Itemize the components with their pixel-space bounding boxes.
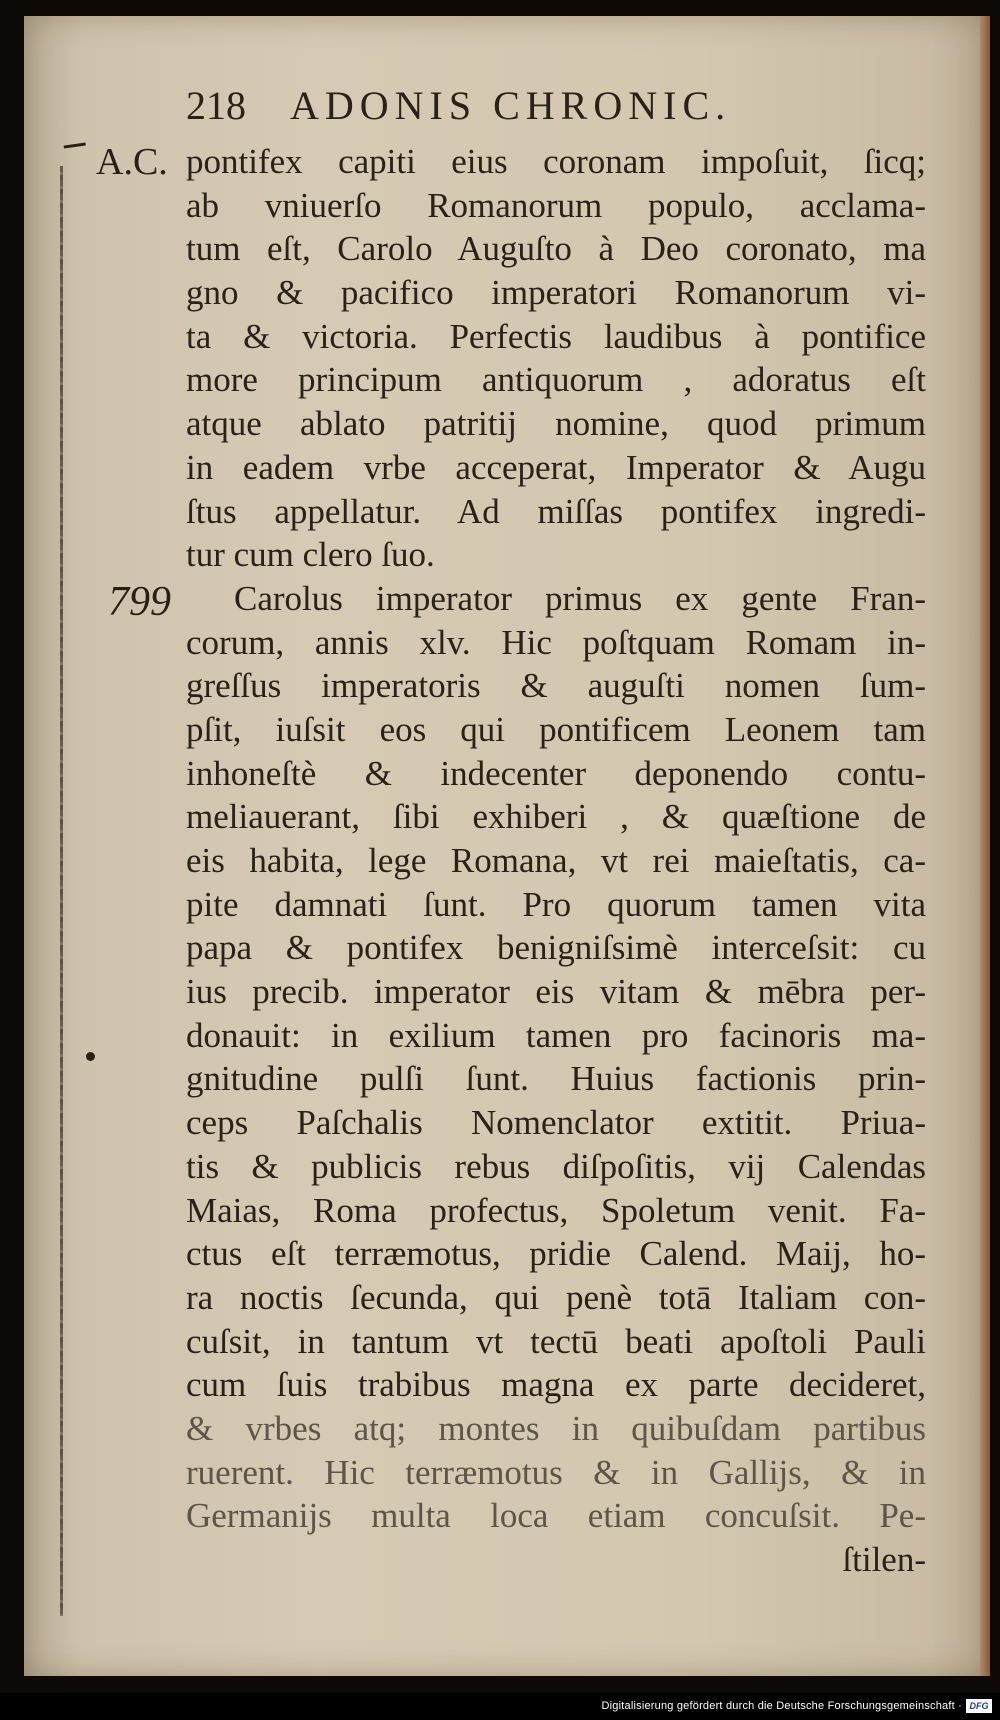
- text-line: Germanijs multa loca etiam concuſsit. Pe-: [186, 1496, 926, 1536]
- text-line: inhoneſtè & indecenter deponendo contu-: [186, 753, 926, 793]
- text-line: Maias, Roma profectus, Spoletum venit. Fa-: [186, 1190, 926, 1230]
- text-line: corum, annis xlv. Hic poſtquam Romam in-: [186, 622, 926, 662]
- text-line: eis habita, lege Romana, vt rei maieſtatis, ca-: [186, 841, 926, 880]
- catchword: ſtilen-: [842, 1540, 926, 1579]
- text-line: pſit, iuſsit eos qui pontificem Leonem tam: [186, 709, 926, 749]
- text-line: ruerent. Hic terræmotus & in Gallijs, & in: [186, 1452, 926, 1492]
- text-line: ra noctis ſecunda, qui penè totā Italiam con-: [186, 1277, 926, 1317]
- text-line: & vrbes atq; montes in quibuſdam partibus: [186, 1408, 926, 1448]
- margin-rule: [60, 166, 63, 1616]
- funding-credit: Digitalisierung gefördert durch die Deutsche Forschungsgemeinschaft ·: [601, 1700, 962, 1712]
- text-line: ab vniuerſo Romanorum populo, acclama-: [186, 185, 926, 225]
- text-line: ta & victoria. Perfectis laudibus à pontifice: [186, 316, 926, 356]
- running-title: ADONIS CHRONIC.: [290, 83, 732, 128]
- text-line: pontifex capiti eius coronam impoſuit, ſicq;: [186, 142, 926, 181]
- dfg-logo-icon: DFG: [966, 1699, 992, 1713]
- page-edge: [980, 16, 990, 1676]
- text-line: ſtus appellatur. Ad miſſas pontifex ingredi-: [186, 491, 926, 531]
- text-line: tur cum clero ſuo.: [186, 535, 435, 575]
- text-line: Carolus imperator primus ex gente Fran-: [234, 578, 926, 618]
- text-line: in eadem vrbe acceperat, Imperator & Augu: [186, 447, 926, 487]
- text-line: atque ablato patritij nomine, quod primum: [186, 404, 926, 444]
- text-line: tum eſt, Carolo Auguſto à Deo coronato, ma: [186, 229, 926, 269]
- text-line: pite damnati ſunt. Pro quorum tamen vita: [186, 884, 926, 924]
- text-line: gnitudine pulſi ſunt. Huius factionis prin-: [186, 1059, 926, 1099]
- text-line: gno & pacifico imperatori Romanorum vi-: [186, 273, 926, 313]
- text-line: ceps Paſchalis Nomenclator extitit. Priua-: [186, 1103, 926, 1143]
- text-line: cum ſuis trabibus magna ex parte decideret,: [186, 1365, 926, 1405]
- text-line: tis & publicis rebus diſpoſitis, vij Calendas: [186, 1146, 926, 1186]
- page-number: 218: [186, 83, 246, 128]
- margin-year: 799: [108, 579, 171, 625]
- text-line: donauit: in exilium tamen pro facinoris ma-: [186, 1015, 926, 1055]
- running-head: [150, 80, 950, 132]
- text-line: papa & pontifex benigniſsimè interceſsit: cu: [186, 928, 926, 968]
- text-line: meliauerant, ſibi exhiberi , & quæſtione de: [186, 797, 926, 837]
- margin-label-ac: A.C.: [96, 141, 168, 183]
- text-line: ctus eſt terræmotus, pridie Calend. Maij, ho-: [186, 1234, 926, 1274]
- margin-dot-mark: [86, 1052, 95, 1061]
- margin-bracket: [64, 143, 87, 153]
- body-text: [186, 140, 926, 1582]
- text-line: more principum antiquorum , adoratus eſt: [186, 360, 926, 400]
- text-line: greſſus imperatoris & auguſti nomen ſum-: [186, 666, 926, 706]
- text-line: ius precib. imperator eis vitam & mēbra per-: [186, 972, 926, 1012]
- text-line: cuſsit, in tantum vt tectū beati apoſtoli Pauli: [186, 1321, 926, 1361]
